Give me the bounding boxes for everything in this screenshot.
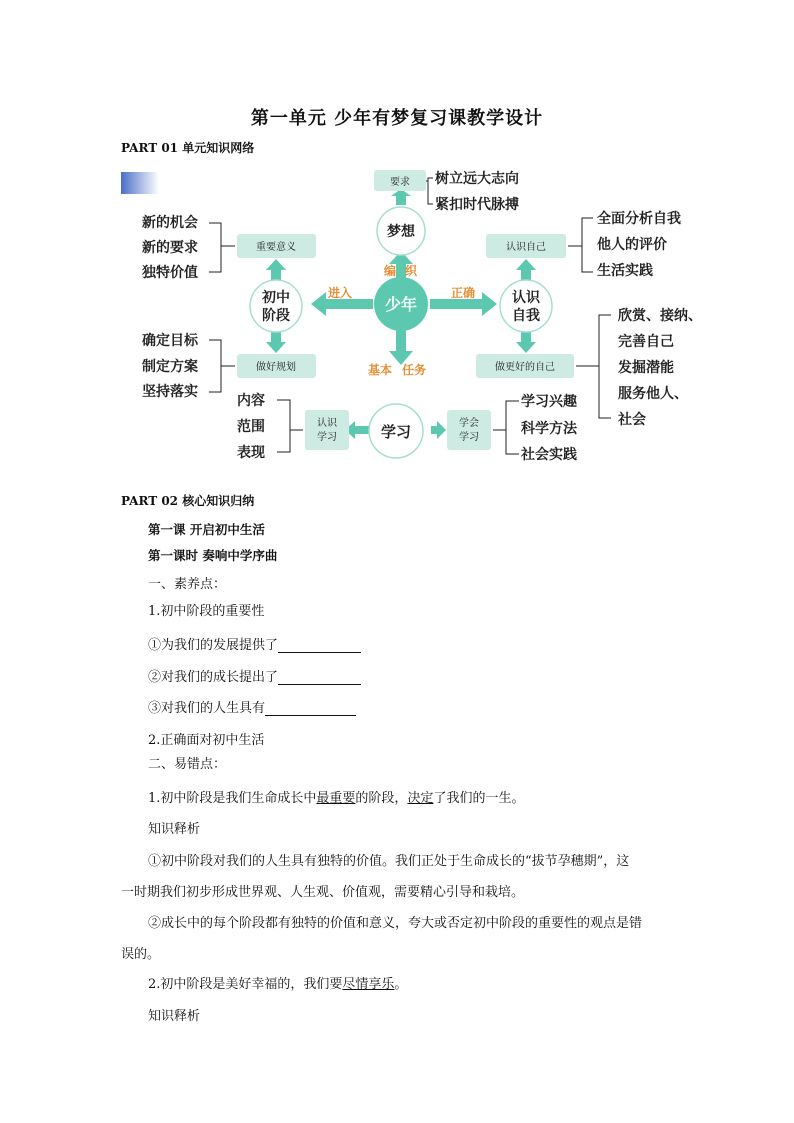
know-self-box-label: 认识自己 xyxy=(506,242,546,253)
error-1-part-b: 的阶段， xyxy=(355,791,408,806)
part-02-heading: PART 02 核心知识归纳 xyxy=(121,494,255,508)
analysis-heading-1: 知识释析 xyxy=(148,822,201,837)
arrow-dream-to-requirement xyxy=(391,189,411,205)
blank-item-2-text: ②对我们的成长提出了 xyxy=(148,670,279,685)
section-error-points: 二、易错点： xyxy=(148,757,227,772)
blank-item-1-text: ①为我们的发展提供了 xyxy=(148,638,279,653)
paragraph-2-line-2: 误的。 xyxy=(121,947,161,962)
junior-circle xyxy=(250,280,302,332)
study-label: 学习 xyxy=(380,423,412,441)
analysis-heading-2: 知识释析 xyxy=(148,1009,201,1024)
learn-study-bracket xyxy=(493,401,519,454)
importance-item-1: 新的机会 xyxy=(142,215,198,231)
know-study-label-2: 学习 xyxy=(317,432,337,443)
paragraph-1-line-1: ①初中阶段对我们的人生具有独特的价值。我们正处于生命成长的“拔节孕穗期”，这 xyxy=(148,854,630,869)
knowledge-network-diagram xyxy=(0,0,794,470)
plan-item-2: 制定方案 xyxy=(142,359,198,375)
point-2: 2.正确面对初中生活 xyxy=(148,733,265,748)
error-2-underline: 尽情享乐 xyxy=(342,977,395,992)
blank-item-2 xyxy=(148,666,361,685)
requirement-bracket xyxy=(426,178,433,204)
error-point-2 xyxy=(148,973,407,992)
blank-item-3 xyxy=(148,697,356,716)
arrow-study-to-right xyxy=(431,421,446,439)
plan-bracket xyxy=(209,340,235,392)
dream-label: 梦想 xyxy=(387,224,415,240)
center-label: 少年 xyxy=(384,295,418,314)
period-heading: 第一课时 奏响中学序曲 xyxy=(148,548,278,563)
blank-line xyxy=(278,638,361,653)
arrow-to-study xyxy=(389,330,413,365)
error-1-underline-1: 最重要 xyxy=(316,791,356,806)
task-label: 任务 xyxy=(402,363,427,377)
paragraph-1-line-2: 一时期我们初步形成世界观、人生观、价值观，需要精心引导和栽培。 xyxy=(121,885,525,900)
plan-box-label: 做好规划 xyxy=(256,362,296,373)
know-study-box xyxy=(305,410,349,450)
know-self-item-2: 他人的评价 xyxy=(597,237,667,253)
know-self-label-1: 认识 xyxy=(512,290,540,306)
junior-label-1: 初中 xyxy=(262,290,290,306)
learn-study-item-2: 科学方法 xyxy=(521,421,577,437)
paragraph-2-line-1: ②成长中的每个阶段都有独特的价值和意义，夸大或否定初中阶段的重要性的观点是错 xyxy=(148,916,643,931)
section-literacy-points: 一、素养点： xyxy=(148,577,227,592)
enter-label: 进入 xyxy=(328,286,353,300)
know-study-item-1: 内容 xyxy=(237,393,265,409)
learn-study-item-3: 社会实践 xyxy=(521,447,577,463)
know-study-label-1: 认识 xyxy=(317,418,337,429)
better-self-item-1: 欣赏、接纳、 xyxy=(618,308,702,324)
page-title: 第一单元 少年有梦复习课教学设计 xyxy=(250,108,544,129)
better-self-bracket xyxy=(576,315,611,418)
correct-label: 正确 xyxy=(451,286,476,300)
importance-item-3: 独特价值 xyxy=(142,265,198,281)
blank-line xyxy=(265,701,356,716)
know-study-item-2: 范围 xyxy=(237,419,265,435)
importance-bracket xyxy=(209,223,235,272)
error-1-part-c: 了我们的一生。 xyxy=(433,791,525,806)
know-self-label-2: 自我 xyxy=(512,308,540,324)
learn-study-label-2: 学习 xyxy=(459,432,479,443)
plan-item-3: 坚持落实 xyxy=(142,384,198,400)
junior-label-2: 阶段 xyxy=(262,308,290,324)
basic-label: 基本 xyxy=(368,363,393,377)
requirement-box-label: 要求 xyxy=(390,177,410,188)
lesson-heading: 第一课 开启初中生活 xyxy=(148,522,265,537)
weave-label-1: 编 xyxy=(384,264,397,278)
blank-line xyxy=(278,670,361,685)
error-2-part-b: 。 xyxy=(394,977,408,992)
point-1: 1.初中阶段的重要性 xyxy=(148,604,265,619)
know-study-bracket xyxy=(277,400,303,452)
weave-label-2: 织 xyxy=(405,264,418,278)
plan-item-1: 确定目标 xyxy=(142,333,198,349)
blank-item-1 xyxy=(148,634,361,653)
know-study-item-3: 表现 xyxy=(237,445,265,461)
corner-decoration xyxy=(121,172,159,194)
requirement-item-2: 紧扣时代脉搏 xyxy=(435,197,519,213)
part-01-heading: PART 01 单元知识网络 xyxy=(121,141,255,155)
importance-box-label: 重要意义 xyxy=(256,242,296,253)
better-self-box-label: 做更好的自己 xyxy=(495,362,555,373)
better-self-item-3: 发掘潜能 xyxy=(618,360,674,376)
error-point-1 xyxy=(148,787,524,806)
better-self-item-5: 社会 xyxy=(618,412,646,428)
requirement-item-1: 树立远大志向 xyxy=(435,171,519,187)
error-1-part-a: 1.初中阶段是我们生命成长中 xyxy=(148,791,317,806)
know-self-item-1: 全面分析自我 xyxy=(597,211,681,227)
know-self-circle xyxy=(500,280,552,332)
learn-study-box xyxy=(447,410,491,450)
error-2-part-a: 2.初中阶段是美好幸福的，我们要 xyxy=(148,977,343,992)
learn-study-label-1: 学会 xyxy=(459,418,479,429)
learn-study-item-1: 学习兴趣 xyxy=(521,394,577,410)
know-self-bracket xyxy=(568,218,593,272)
better-self-item-2: 完善自己 xyxy=(618,334,674,350)
blank-item-3-text: ③对我们的人生具有 xyxy=(148,701,266,716)
importance-item-2: 新的要求 xyxy=(142,240,198,256)
know-self-item-3: 生活实践 xyxy=(597,263,653,279)
error-1-underline-2: 决定 xyxy=(407,791,434,806)
better-self-item-4: 服务他人、 xyxy=(618,386,688,402)
